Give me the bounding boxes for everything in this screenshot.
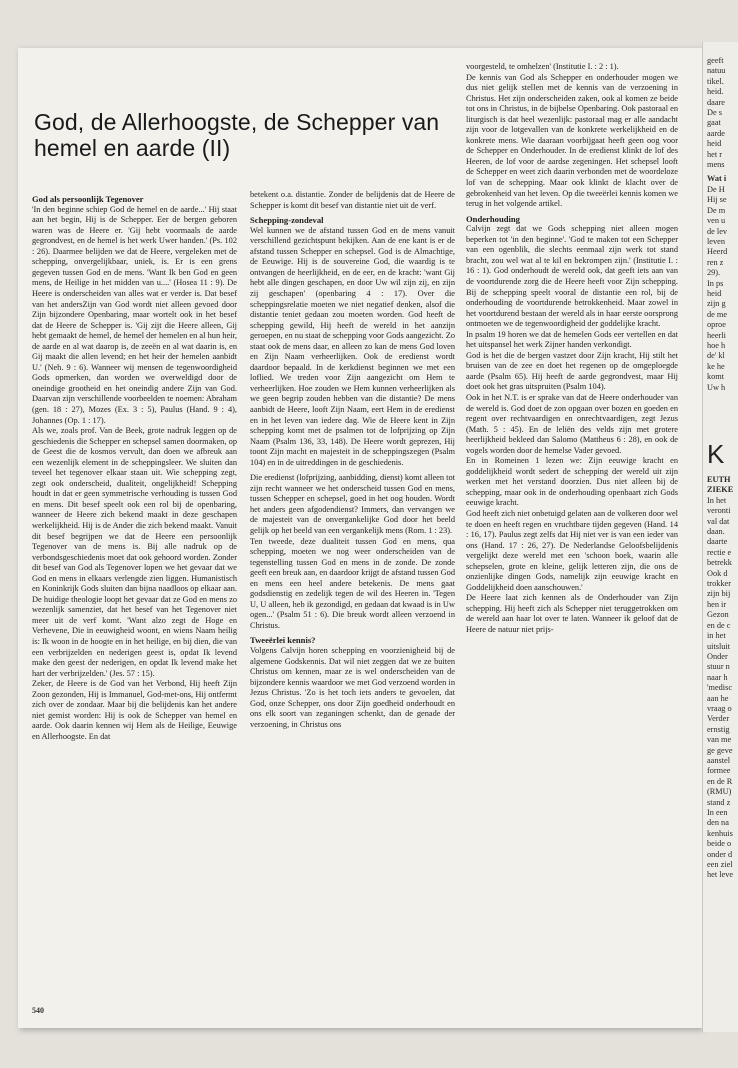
article-title: God, de Allerhoogste, de Schepper van hemel en aarde (II): [34, 109, 440, 162]
page-fragment: natuu: [707, 66, 726, 76]
page-fragment: aanstel: [707, 755, 731, 765]
page-fragment: komt: [707, 372, 725, 382]
page-fragment: EUTH: [707, 475, 731, 484]
page-fragment: daarte: [707, 537, 728, 547]
paragraph: Zeker, de Heere is de God van het Verbond, Hij heeft Zijn Zoon gezonden, Hij is Immanuel, God-met-ons, Hij ontfermt zich over de zondaar. Maar bij die belijdenis kan het andere niet gemist worden: Hij is ook de Schepper van hemel en aarde. Ook daarin kennen wij Hem als de Heilige, Eeuwige en Allerhoogste. En dat: [32, 679, 237, 741]
page-fragment: In ps: [707, 278, 724, 288]
page-fragment: ZIEKE: [707, 485, 734, 495]
page-fragment: val dat: [707, 516, 730, 526]
paragraph: betekent o.a. distantie. Zonder de belijdenis dat de Heere de Schepper is komt dit besef van distantie niet uit de verf.: [250, 190, 455, 210]
paragraph: Volgens Calvijn horen schepping en voorzienigheid bij de algemene Godskennis. Dat wil niet zeggen dat we ze buiten Christus om kennen, maar ze is wel onderscheiden van de bijzondere kennis waardoor we met God verzoend worden in Jezus Christus. 'Zo is het toch iets anders te gevoelen, dat God, onze Schepper, ons door Zijn goedheid onderhoudt en ons elk soort van zeganingen schenkt, dan de genade der verzoening, in Christus ons: [250, 646, 455, 729]
page-fragment: daan.: [707, 527, 725, 537]
section-heading: Schepping-zondeval: [250, 215, 324, 226]
page-fragment: zijn bij: [707, 589, 731, 599]
page-fragment: daare: [707, 97, 725, 107]
page-fragment: heid.: [707, 87, 724, 97]
paragraph: De kennis van God als Schepper en onderhouder mogen we dus niet gelijk stellen met de kennis van de verzoening in Christus. Het zijn onderscheiden zaken, ook al komen ze beide tot ons in Christus, in de bijbelse Openbaring. Ook pastoraal en liturgisch is dat heel wezenlijk: pastoraal mag er alle aandacht zijn voor de lotgevallen van de konkrete werkelijkheid en de konkrete mens. Wie daaraan voorbijgaat heeft geen oog voor de Schepper en Onderhouder. In de eredienst klinkt de lof des Heeren, de lof voor de aardse zegeningen. Het schepsel looft de Schepper en weet zich daarin verbonden met de woordeloze lof van de schepping. Maar ook klinkt de klacht over de gebrokenheid van het leven. Op die tweeërlei kennis komen we terug in het volgende artikel.: [466, 72, 678, 209]
paragraph: Die eredienst (lofprijzing, aanbidding, dienst) komt alleen tot zijn recht wanneer we het onderscheid tussen God en mens, tussen Schepper en schepsel, goed in het oog houden. Wordt het anders geen afgodendienst? Immers, dan vervangen we de majesteit van de onvergankelijke God door het beeld gelijk op het beeld van een vergankelijk mens (Rom. 1 : 23).: [250, 473, 455, 535]
page-fragment: stand z: [707, 797, 731, 807]
page-fragment: heid: [707, 288, 722, 298]
page-fragment: heid: [707, 139, 722, 149]
page-fragment: de lev: [707, 226, 728, 236]
page-fragment: ge geve: [707, 745, 733, 755]
page-fragment: betrekk: [707, 558, 732, 568]
page-fragment: het leve: [707, 870, 734, 880]
page-fragment: ven u: [707, 216, 726, 226]
page-fragment: In een: [707, 808, 728, 817]
paragraph: In psalm 19 horen we dat de hemelen Gods eer vertellen en dat het uitspansel het werk Zijner handen verkondigt.: [466, 329, 678, 350]
column-3: [466, 62, 678, 636]
page-fragment: heerli: [707, 330, 726, 340]
page-fragment: De H: [707, 184, 725, 194]
page-fragment: en de c: [707, 620, 731, 630]
page-fragment: trokker: [707, 579, 731, 589]
page-fragment: mens: [707, 160, 725, 170]
page-fragment: aan he: [707, 693, 729, 703]
page-fragment: tikel.: [707, 76, 724, 86]
page-fragment: 'medisc: [707, 683, 732, 693]
page-fragment: veronti: [707, 506, 731, 516]
page-fragment: den na: [707, 818, 729, 828]
page-fragment: uitsluit: [707, 641, 731, 651]
page-fragment: 29).: [707, 268, 721, 278]
column-1: [32, 190, 237, 742]
page-fragment: onder d: [707, 849, 733, 859]
section-heading: God als persoonlijk Tegenover: [32, 194, 144, 204]
paragraph: God heeft zich niet onbetuigd gelaten aan de volkeren door wel te doen en heeft regen en vruchtbare tijden gegeven (Hand. 14 : 16, 17). Paulus zegt zelfs dat Hij niet ver is van een ieder van ons (Hand. 17 : 26, 27). De Nederlandse Geloofsbelijdenis vergelijkt deze wereld met een 'schoon boek, waarin alle schepselen, grote en kleine, gelijk letteren zijn, die ons de onzienlijke dingen Gods, namelijk zijn eeuwige kracht en Goddelijkheid doen aanschouwen.': [466, 509, 678, 592]
page-fragment: oproe: [707, 320, 726, 330]
paragraph: voorgesteld, te omhelzen' (Institutie I. : 2 : 1).: [466, 62, 619, 71]
page-fragment: Uw h: [707, 382, 726, 392]
page-fragment-letter: K: [707, 439, 725, 469]
page-fragment: in het: [707, 631, 726, 641]
paragraph: Wel kunnen we de afstand tussen God en de mens vanuit verschillend gezichtspunt bekijken. Aan de ene kant is er de afstand tussen Schepper en schepsel. God is de Almachtige, de Eeuwige. Hij is de souvereine God, die waardig is te ontvangen de heerlijkheid, en de eer, en de kracht: 'want Gij hebt alle dingen geschapen, en door Uw wil zijn zij, en zijn zij geschapen' (openbaring 4 : 17). Over die scheppingsrelatie moeten we niet negatief denken, alsof die distantie teniet gedaan zou moeten worden. God heeft de schepping gewild, Hij heeft de wereld in het aanzijn geroepen, en nu staat de schepping voor Gods aangezicht. Zo staat ook de mens daar, en alleen zo kan de mens God loven en Zijn Naam verheerlijken. Ook de eredienst wordt daardoor bepaald. In de kerkdienst beginnen we met een loflied. We treden voor Zijn aangezicht om Hem te verheerlijken. Hoe zouden we Hem kunnen verheerlijken als we geen begrip zouden hebben van die distantie? De mens aanbidt de Heere, looft Zijn Naam, eert Hem in de eredienst en in het leven van iedere dag. Wie de Heere kent in Zijn schepping komt met de psalmen tot de lofprijzing op Zijn Naam (Psalm 136, 33, 148). De Heere wordt geprezen, Hij toont Zijn macht en majesteit in de scheppingszegen (Psalm 104) en in de uitreddingen in de geschiedenis.: [250, 225, 455, 467]
page-fragment: van me: [707, 735, 732, 745]
page-fragment: en de R: [707, 776, 733, 786]
page-fragment: de me: [707, 309, 728, 319]
page-fragment: Hij se: [707, 195, 727, 205]
page-fragment: vraag o: [707, 703, 732, 713]
section-heading: Onderhouding: [466, 213, 520, 224]
paragraph: De Heere laat zich kennen als de Onderhouder van Zijn schepping. Hij heeft zich als Schepper niet teruggetrokken om de wereld aan haar lot over te laten. Wanneer ik geloof dat de Heere de natuur niet prijs-: [466, 593, 678, 635]
page-fragment: formee: [707, 766, 731, 776]
page-fragment: ernstig: [707, 724, 730, 734]
page-fragment: Gezon: [707, 610, 729, 620]
paragraph: 'In den beginne schiep God de hemel en de aarde...' Hij staat aan het begin, Hij is de Schepper. Eer de bergen geboren waren was de Heere er. 'Gij hebt voormaals de aarde gegrondvest, en de hemel is het werk Uwer handen.' (Ps. 102 : 26). Daarmee belijden we dat de Heere, vergeleken met de schepping, onvergelijkbaar, uniek, is. Er is een grens gegeven tussen God en de mens. 'Want Ik ben God en geen mens, de Heilige in het midden van u....' (Hosea 11 : 9). De Heere is onderscheiden van alles wat er verder is. Dat besef van het andersZijn van God wordt niet alleen gevoed door Zijn bijzondere Openbaring, maar wortelt ook in het besef dat de Heere de Schepper is. 'Gij zijt die Heere alleen, Gij hebt gemaakt de hemel, de hemel der hemelen en al hun heir, de aarde en al wat daarop is, de zeeën en al wat daarin is, en Gij maakt die allen levend; en het heir der hemelen aanbidt U.' (Neh. 9 : 6). Wanneer wij mensen de tegenwoordigheid Gods opmerken, dan worden we overweldigd door de oneindige grootheid en het oneindig andere Zijn van God. Daarvan zijn verschillende voorbeelden te noemen: Abraham (gen. 18 : 27), Mozes (Ex. 3 : 5), Paulus (Hand. 9 : 4), Johannes (Op. 1 : 17).: [32, 204, 237, 425]
paragraph: Calvijn zegt dat we Gods schepping niet alleen mogen beperken tot 'in den beginne'. 'God te maken tot een Schepper van een ogenblik, die slechts eenmaal zijn werk tot stand bracht, zou wel wat al te kil en bekrompen zijn.' (Institutie I. : 16 : 1). God onderhoudt de wereld ook, dat geeft iets aan van de voortdurende zorg die de Heere heeft voor Zijn schepping. Bij de schepping speelt vooral de distantie een rol, bij de onderhouding de voortdurende betrokkenheid. Maar zowel in het voortdurend bestaan der wereld als in haar eerste oorsprong ontmoeten we de tegenwoordigheid der goddelijke kracht.: [466, 224, 678, 329]
paragraph: Als we, zoals prof. Van de Beek, grote nadruk leggen op de geschiedenis die Schepper en schepsel samen doormaken, op de Geest die de kosmos vervult, dan doen we afbreuk aan een wezenlijk element in de scheppingsleer. We sluiten dan teveel het tegenover elkaar staan uit. Wie schepping zegt, zegt ook onderscheid, dualiteit, ongelijkheid! Schepping houdt in dat er geen symmetrische verhouding is tussen God en mens. Dit besef speelt ook een rol bij de openbaring, wanneer de Heere zich bekend maakt in deze geschapen werkelijkheid. Hij is de Ander die zich bekend maakt. Vanuit dit besef begrijpen we dat de Heere een persoonlijk Tegenover van de mens is. Bij alle nadruk op de verbondsgeschiedenis moet dat ook gehoord worden. Zonder dit besef van God als Tegenover lopen we het gevaar dat we God en mens in elkaars verlengde zien liggen. Humanistisch en Koninkrijk Gods sluiten dan bijna naadloos op elkaar aan. De huidige theologie loopt het gevaar dat ze God en mens zo wezenlijk samenziet, dat het besef van het Tegenover niet meer uit de verf komt. 'Want alzo zegt de Hoge en Verhevene, Die in eeuwigheid woont, en wiens Naam heilig is: Ik woon in de hoogte en in het heilige, en bij dien, die van een verbrijzelden en nederigen geest is, opdat Ik levend make den geest der nederigen, en opdat Ik levend make het hart der verbrijzelden.' (Jes. 57 : 15).: [32, 426, 237, 678]
page-fragment: naar h: [707, 672, 728, 682]
page-fragment: zijn g: [707, 299, 726, 309]
page-fragment: In het: [707, 495, 727, 505]
page-fragment: De m: [707, 205, 726, 215]
magazine-page: [18, 48, 702, 1028]
page-fragment: hoe h: [707, 340, 726, 350]
page-fragment: ke he: [707, 361, 725, 371]
page-fragment: rectie e: [707, 547, 732, 557]
adjacent-page-edge: [702, 42, 738, 1032]
page-fragment: gaat: [707, 118, 721, 128]
page-fragment: Heerd: [707, 247, 728, 257]
page-fragment: leven: [707, 236, 725, 246]
page-fragment: de' kl: [707, 351, 725, 361]
page-fragment: een ziel: [707, 860, 733, 870]
page-fragment: Verder: [707, 714, 730, 724]
paragraph: Ook in het N.T. is er sprake van dat de Heere onderhouder van de wereld is. God doet de zon opgaan over bozen en goeden en regent over rechtvaardigen en onrechtvaardigen, zegt Jezus (Math. 5 : 45). En de leliën des velds zijn met grotere heerlijkheid bekleed dan Salomo (Mattheus 6 : 28), en ook de vogels worden door de hemelse Vader gevoed.: [466, 393, 678, 455]
section-heading: Tweeërlei kennis?: [250, 635, 316, 646]
page-fragment: ren z: [707, 257, 724, 267]
page-fragment: De s: [707, 108, 722, 118]
paragraph: God is het die de bergen vastzet door Zijn kracht, Hij stilt het bruisen van de zee en doet het regenen op de omgeploegde aarde (Psalm 65). Hij heeft de aarde gegrondvest, maar Hij doet ook het gras uitspruiten (Psalm 104).: [466, 350, 678, 392]
page-fragment: geeft: [707, 56, 724, 65]
page-fragment: (RMU): [707, 787, 732, 797]
page-fragment: stuur n: [707, 662, 730, 672]
page-fragment: het r: [707, 149, 722, 159]
page-fragment: Onder: [707, 651, 728, 661]
column-2: [250, 190, 455, 730]
paragraph: En in Romeinen 1 lezen we: Zijn eeuwige kracht en goddelijkheid wordt sedert de schepping der wereld uit zijn werken met het verstand doorzien. Dus niet alleen bij de schepping, maar ook in de onderhouding openbaart zich Gods eeuwige kracht.: [466, 456, 678, 508]
paragraph: Ten tweede, deze dualiteit tussen God en mens, qua schepping, moeten we nog weer onderscheiden van de tegenstelling tussen God en mens in de zonde. De zonde geeft een breuk aan, en daardoor krijgt de afstand tussen God en mens een heel andere betekenis. De mens gaat godsdienstig en zedelijk tegen de wil des Heeren in. 'Tegen U, U alleen, heb ik gezondigd, en gedaan dat kwaad is in Uw ogen...' (Psalm 51 : 6). Die breuk wordt alleen verzoend in Christus.: [250, 536, 455, 630]
page-number: 540: [32, 1006, 44, 1015]
page-fragment: kenhuis: [707, 828, 733, 838]
page-fragment: Wat i: [707, 174, 727, 184]
page-fragment: hen ir: [707, 599, 727, 609]
page-fragment: aarde: [707, 128, 725, 138]
page-fragment: beide o: [707, 839, 732, 849]
page-fragment: Ook d: [707, 568, 728, 578]
